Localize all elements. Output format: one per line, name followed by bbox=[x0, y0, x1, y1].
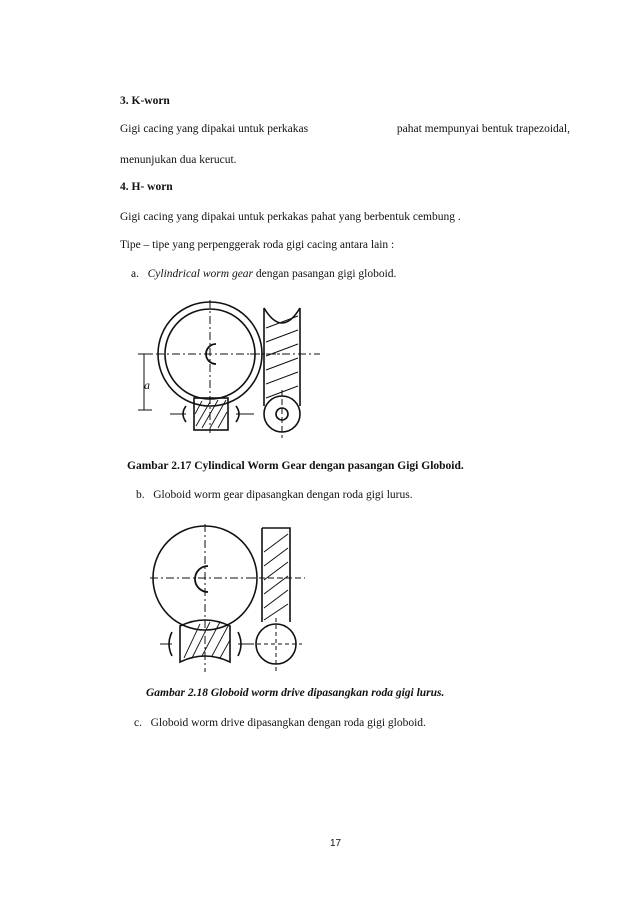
figure-2-17-caption: Gambar 2.17 Cylindical Worm Gear dengan pasangan Gigi Globoid. bbox=[127, 460, 464, 472]
section-3-heading: 3. K-worn bbox=[120, 95, 170, 107]
section-3-line-1 bbox=[120, 124, 570, 136]
item-c-text: Globoid worm drive dipasangkan dengan roda gigi globoid. bbox=[150, 717, 426, 729]
section-4-line-1: Gigi cacing yang dipakai untuk perkakas pahat yang berbentuk cembung . bbox=[120, 211, 461, 223]
section-3-line-2: menunjukan dua kerucut. bbox=[120, 154, 237, 166]
figure-2-17-dimension-label: a bbox=[144, 378, 150, 392]
section-3-line-1-part-2: pahat mempunyai bentuk trapezoidal, bbox=[396, 123, 570, 135]
section-4-line-2: Tipe – tipe yang perpenggerak roda gigi cacing antara lain : bbox=[120, 239, 395, 251]
item-b bbox=[136, 490, 413, 502]
item-c-marker: c. bbox=[134, 717, 142, 729]
item-b-marker: b. bbox=[136, 489, 145, 501]
item-b-text: Globoid worm gear dipasangkan dengan roda gigi lurus. bbox=[153, 489, 413, 501]
section-4-heading: 4. H- worn bbox=[120, 181, 173, 193]
item-a-rest: dengan pasangan gigi globoid. bbox=[253, 268, 397, 280]
item-a-marker: a. bbox=[131, 268, 139, 280]
item-a bbox=[131, 269, 396, 281]
page-number: 17 bbox=[330, 838, 342, 849]
item-c bbox=[134, 718, 426, 730]
figure-2-18-caption: Gambar 2.18 Globoid worm drive dipasangkan roda gigi lurus. bbox=[146, 687, 445, 699]
figure-2-17-drawing bbox=[130, 298, 330, 438]
figure-2-18-drawing bbox=[150, 522, 310, 682]
item-a-italic-term: Cylindrical worm gear bbox=[147, 268, 254, 280]
section-3-line-1-part-1: Gigi cacing yang dipakai untuk perkakas bbox=[120, 123, 309, 135]
